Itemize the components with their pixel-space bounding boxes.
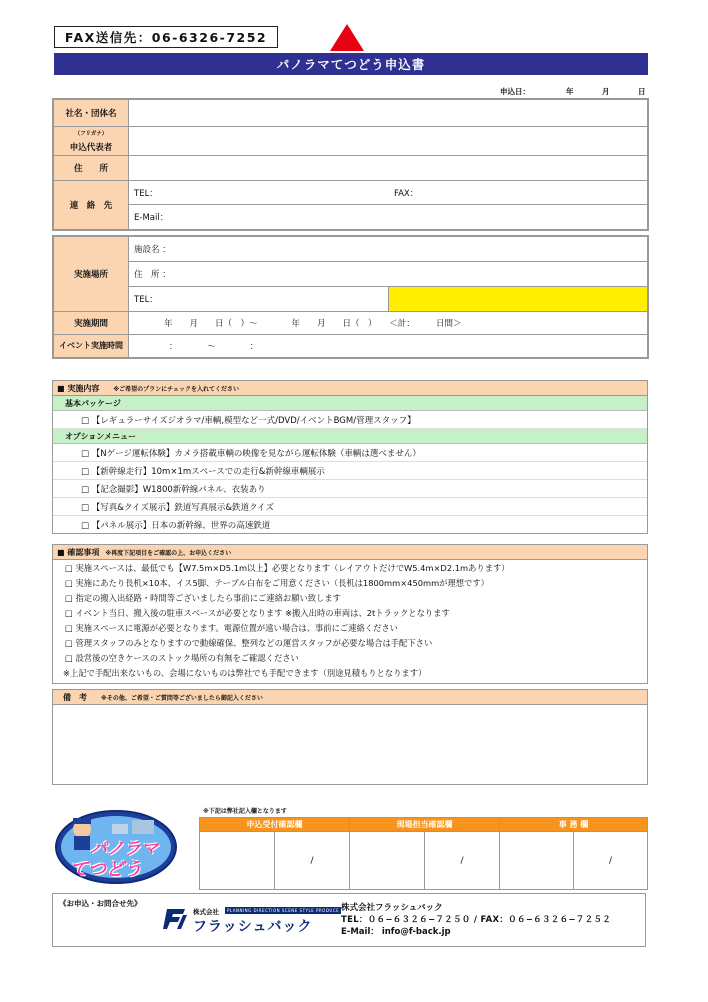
confirm-item[interactable]: □ 実施スペースに電源が必要となります。電源位置が遠い場合は、事前にご連絡ください — [65, 622, 398, 633]
date-day: 日 — [638, 87, 646, 96]
option-item[interactable]: □ 【新幹線走行】10m×1mスペースでの走行&新幹線車輌展示 — [53, 462, 647, 480]
tel-field[interactable]: TEL： — [134, 189, 158, 199]
facility-field[interactable]: 施設名 ： — [134, 245, 171, 255]
period-field[interactable]: 年 月 日（ ）～ 年 月 日（ ） ＜計： 日間＞ — [164, 319, 462, 329]
date-label: 申込日： — [500, 87, 530, 96]
staff-cell[interactable] — [350, 832, 425, 890]
venue-tel-field[interactable]: TEL： — [134, 295, 158, 305]
option-item[interactable]: □ 【Nゲージ運転体験】カメラ搭載車輌の映像を見ながら運転体験（車輌は選べません） — [53, 444, 647, 462]
option-item[interactable]: □ 【記念撮影】W1800新幹線パネル、衣装あり — [53, 480, 647, 498]
date-year: 年 — [566, 87, 574, 96]
confirm-header-note: ※再度下記項目をご確認の上、お申込ください — [105, 549, 232, 557]
applicant-section — [52, 98, 649, 231]
panorama-tetsudou-logo — [54, 802, 178, 886]
remarks-header-title: 備 考 — [63, 692, 87, 702]
confirm-item[interactable]: □ 実施にあたり長机×10本、イス5脚、テーブル白布をご用意ください（長机は1800mm×450mmが理想です） — [65, 577, 489, 588]
company-logo-text: フラッシュバック — [193, 919, 313, 935]
option-menu-header: オプションメニュー — [53, 429, 647, 444]
contact-box — [52, 893, 646, 947]
company-label: 社名・団体名 — [65, 109, 117, 119]
highlighted-field[interactable] — [389, 287, 647, 311]
event-time-label: イベント実施時間 — [59, 341, 123, 350]
address-label: 住 所 — [73, 164, 108, 174]
staff-cell[interactable] — [500, 832, 574, 890]
staff-cell-slash[interactable]: / — [275, 832, 350, 890]
plan-header-title: ■ 実施内容 — [57, 383, 100, 393]
confirm-item[interactable]: □ 実施スペースは、最低でも【W7.5m×D5.1m以上】必要となります（レイアウトだけでW5.4m×D2.1mあります） — [65, 562, 510, 573]
representative-input[interactable] — [129, 127, 647, 155]
company-name: 株式会社フラッシュバック — [341, 903, 443, 913]
remarks-input[interactable] — [53, 705, 647, 785]
contact-label: 連 絡 先 — [69, 201, 113, 211]
confirm-item[interactable]: □ 管理スタッフのみとなりますので動線確保、整列などの運営スタッフが必要な場合は手配下さい — [65, 637, 433, 648]
contact-label: 《お申込・お問合せ先》 — [59, 899, 142, 908]
flashback-logo-mark — [163, 907, 189, 931]
staff-note: ※下記は弊社記入欄となります — [203, 808, 287, 815]
date-month: 月 — [602, 87, 610, 96]
staff-col-header: 申込受付確認欄 — [200, 818, 350, 832]
confirm-item[interactable]: □ 指定の搬入出経路・時間等ございましたら事前にご連絡お願い致します — [65, 592, 341, 603]
basic-package-item[interactable]: □ 【レギュラーサイズジオラマ/車輌,模型など一式/DVD/イベントBGM/管理スタッフ】 — [53, 411, 647, 429]
logo-text-bottom: てつどう — [70, 859, 142, 880]
logo-text-top: パノラマ — [90, 839, 158, 859]
address-input[interactable] — [129, 156, 647, 180]
plan-header — [53, 381, 647, 396]
staff-cell[interactable] — [200, 832, 275, 890]
triangle-marker — [330, 24, 364, 51]
email-field[interactable]: E-Mail： — [134, 213, 169, 223]
option-item[interactable]: □ 【パネル展示】日本の新幹線、世界の高速鉄道 — [81, 520, 271, 531]
venue-label: 実施場所 — [73, 270, 108, 280]
venue-section — [52, 235, 649, 359]
confirm-section — [52, 544, 648, 684]
plan-header-note: ※ご希望のプランにチェックを入れてください — [113, 385, 239, 393]
option-item[interactable]: □ 【写真&クイズ展示】鉄道写真展示&鉄道クイズ — [53, 498, 647, 516]
application-date — [500, 86, 648, 97]
event-time-field[interactable]: ： ～ ： — [169, 342, 259, 352]
remarks-header — [53, 690, 647, 705]
confirm-item[interactable]: □ 設営後の空きケースのストック場所の有無をご確認ください — [65, 652, 299, 663]
form-title: パノラマてつどう申込書 — [54, 53, 648, 75]
staff-cell-slash[interactable]: / — [425, 832, 500, 890]
plan-section — [52, 380, 648, 534]
company-input[interactable] — [129, 100, 647, 126]
basic-package-header: 基本パッケージ — [53, 396, 647, 411]
staff-col-header: 事 務 欄 — [500, 818, 648, 832]
staff-col-header: 現場担当確認欄 — [350, 818, 500, 832]
period-label: 実施期間 — [73, 319, 108, 329]
company-email: E-Mail： info@f-back.jp — [341, 927, 451, 937]
remarks-header-note: ※その他、ご希望・ご質問等ございましたら御記入ください — [101, 694, 263, 702]
remarks-section — [52, 689, 648, 785]
company-tagline: PLANNING DIRECTION SCENE STYLE PRODUCE — [227, 908, 340, 913]
confirm-header — [53, 545, 647, 560]
confirm-item[interactable]: □ イベント当日、搬入後の駐車スペースが必要となります ※搬入出時の車両は、2tトラックとなります — [65, 607, 450, 618]
confirm-header-title: ■ 確認事項 — [57, 547, 100, 557]
furigana-label: （フリガナ） — [74, 131, 108, 137]
staff-cell-slash[interactable]: / — [574, 832, 648, 890]
company-tel-fax: TEL：０６−６３２６−７２５０ / FAX：０６−６３２６−７２５２ — [341, 915, 611, 925]
fax-field[interactable]: FAX： — [394, 189, 419, 199]
representative-label: 申込代表者 — [69, 143, 113, 153]
confirm-note: ※上記で手配出来ないもの、会場にないものは弊社でも手配できます（別途見積もりとなります） — [63, 667, 427, 678]
venue-address-field[interactable]: 住 所 ： — [134, 270, 171, 280]
staff-table — [199, 817, 648, 890]
fax-destination-box: FAX送信先：06-6326-7252 — [54, 26, 278, 48]
company-prefix: 株式会社 — [193, 908, 219, 916]
